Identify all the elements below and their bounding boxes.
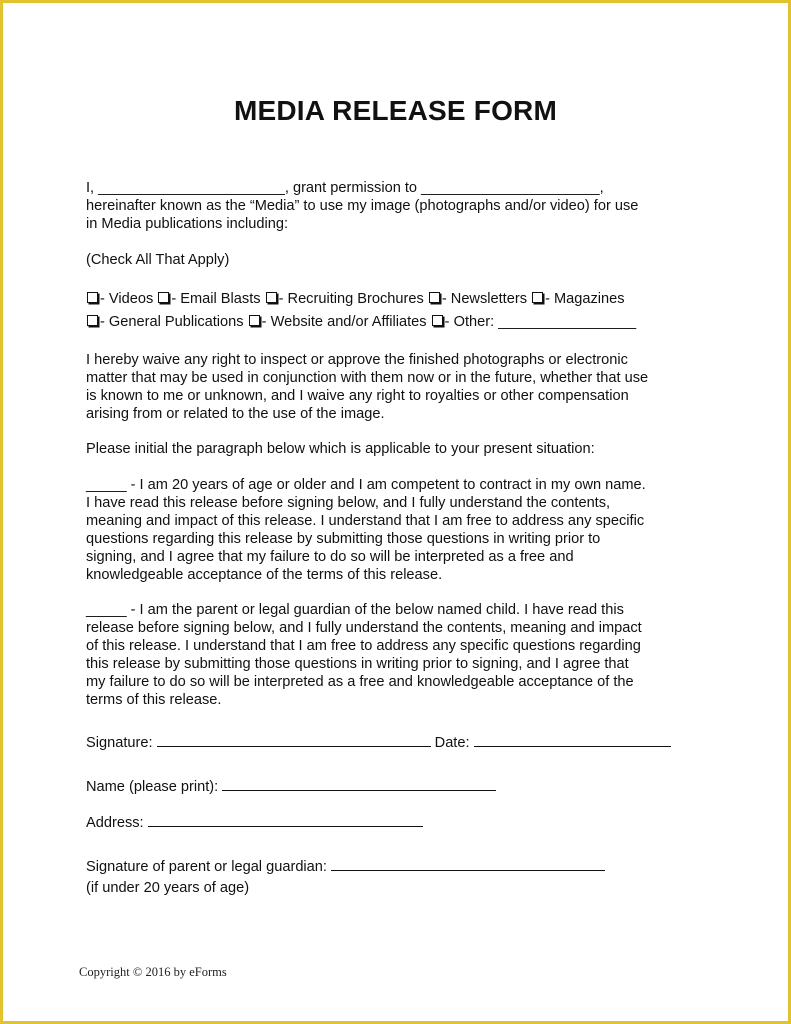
checkbox-icon[interactable]: [432, 315, 443, 326]
checkbox-label: - Newsletters: [441, 291, 528, 307]
waiver-paragraph: I hereby waive any right to inspect or approve the finished photographs or electronic matter that may be used in conjunction with them now or in the future, whether that use is known to me or unknown, and I waive any right to royalties or other compensation arising from or related to the use of the image.: [86, 352, 649, 422]
signature-field[interactable]: [157, 732, 431, 747]
check-instruction: (Check All That Apply): [86, 252, 230, 268]
checkbox-other[interactable]: [431, 314, 637, 330]
name-field[interactable]: [222, 776, 496, 791]
guardian-signature-field[interactable]: [331, 856, 605, 871]
checkbox-icon[interactable]: [429, 292, 440, 303]
checkbox-icon[interactable]: [266, 292, 277, 303]
checkbox-icon[interactable]: [158, 292, 169, 303]
copyright-notice: Copyright © 2016 by eForms: [79, 965, 227, 979]
checkbox-videos[interactable]: [86, 291, 153, 307]
checkbox-label: - General Publications: [100, 314, 244, 330]
date-label: Date:: [434, 735, 470, 751]
address-row: [86, 812, 423, 832]
checkbox-icon[interactable]: [249, 315, 260, 326]
guardian-paragraph: _____ - I am the parent or legal guardian of the below named child. I have read this release before signing below, and I fully understand the contents, meaning and impact of this release. I understand that I am free to address any specific questions regarding this release by submitting those questions in writing prior to signing, and I agree that my failure to do so will be interpreted as a free and knowledgeable acceptance of the terms of this release.: [86, 602, 642, 708]
initial-instruction: Please initial the paragraph below which is applicable to your present situation:: [86, 441, 595, 457]
checkbox-website-affiliates[interactable]: [248, 314, 427, 330]
name-row: [86, 776, 496, 796]
guardian-note: (if under 20 years of age): [86, 880, 250, 896]
guardian-signature-row: [86, 856, 605, 876]
checkbox-icon[interactable]: [87, 292, 98, 303]
checkbox-newsletters[interactable]: [428, 291, 527, 307]
checkbox-label: - Email Blasts: [171, 291, 261, 307]
checkbox-label: - Other: _________________: [444, 314, 637, 330]
checkbox-icon[interactable]: [87, 315, 98, 326]
adult-paragraph: _____ - I am 20 years of age or older and I am competent to contract in my own name. I have read this release before signing below, and I fully understand the contents, meaning and impact of this release. I understand that I am free to address any specific questions regarding this release by submitting those questions in writing prior to signing, and I agree that my failure to do so will be interpreted as a free and knowledgeable acceptance of the terms of this release.: [86, 477, 646, 583]
checkbox-magazines[interactable]: [531, 291, 625, 307]
checkbox-label: - Website and/or Affiliates: [261, 314, 427, 330]
checkbox-label: - Videos: [100, 291, 154, 307]
checkbox-row-1: [86, 288, 706, 311]
checkbox-label: - Magazines: [545, 291, 625, 307]
checkbox-label: - Recruiting Brochures: [278, 291, 424, 307]
checkbox-general-publications[interactable]: [86, 314, 244, 330]
guardian-signature-label: Signature of parent or legal guardian:: [86, 859, 327, 875]
checkbox-icon[interactable]: [532, 292, 543, 303]
checkbox-email-blasts[interactable]: [157, 291, 260, 307]
signature-label: Signature:: [86, 735, 153, 751]
media-checkbox-group: [86, 288, 706, 334]
signature-row: [86, 732, 671, 752]
intro-paragraph: I, _______________________, grant permission to ______________________, hereinafter known as the “Media” to use my image (photographs and/or video) for use in Media publications including:: [86, 180, 639, 232]
name-label: Name (please print):: [86, 779, 219, 795]
address-label: Address:: [86, 815, 144, 831]
address-field[interactable]: [148, 812, 423, 827]
date-field[interactable]: [474, 732, 671, 747]
checkbox-row-2: [86, 311, 706, 334]
page-title: MEDIA RELEASE FORM: [233, 95, 558, 126]
checkbox-recruiting-brochures[interactable]: [265, 291, 424, 307]
